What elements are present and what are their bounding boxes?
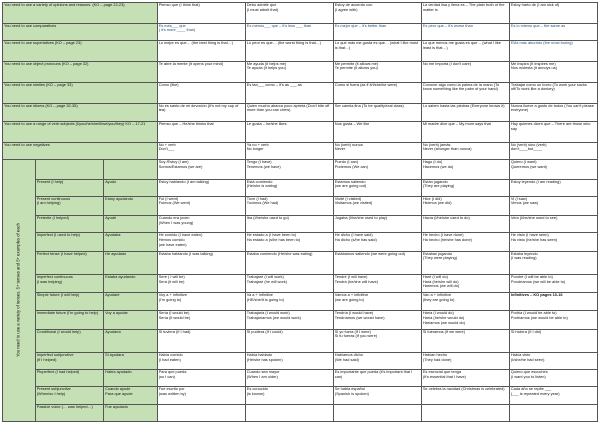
- tense-name: Imperfect continuous (I was helping): [35, 274, 103, 292]
- tense-example: Estoy ayudando: [104, 196, 158, 216]
- example-cell: Si tuviera (If I had): [157, 329, 245, 352]
- tense-name: Perfect tense (I have helped): [35, 251, 103, 274]
- example-cell: Podría (I would be able to) Podríamos (we would be able to): [509, 311, 597, 329]
- example-cell: Nunca llueve a gusto de todos (You can't please everyone): [509, 103, 597, 121]
- top-row: [3, 82, 598, 103]
- example-cell: Trabajar como un burro (To work your socks off/To work like a donkey): [509, 82, 597, 103]
- example-cell: Es mejor que – it's better than: [333, 23, 421, 40]
- tense-row: [3, 329, 598, 352]
- example-cell: Como si fuera (as if it/I/she/he were): [333, 82, 421, 103]
- tense-example: Había ayudado: [104, 370, 158, 387]
- tense-row: [3, 233, 598, 251]
- example-cell: Como (like): [157, 82, 245, 103]
- example-cell: Había comido (I had eaten): [157, 353, 245, 370]
- tense-example: Si ayudara: [104, 353, 158, 370]
- example-cell: Me permite (it allows me) Te permite (it allows you): [333, 61, 421, 82]
- example-cell: Tendré (I will have) Tendrá (he/she will have): [333, 274, 421, 292]
- tense-example: Fue ayudado: [104, 404, 158, 421]
- example-cell: Ya no + verb No longer: [245, 142, 333, 159]
- tense-row: [3, 387, 598, 404]
- example-cell: Si pudiera (If I could): [245, 329, 333, 352]
- tense-name: Imperfect subjunctive (If I helped): [35, 353, 103, 370]
- example-cell: Me inspira (It inspires me) Nos molesta (it annoys us): [509, 61, 597, 82]
- top-row: [3, 103, 598, 121]
- example-cell: Estaban jugando (They were playing): [421, 251, 509, 274]
- example-cell: Estoy hablando (I am talking): [157, 179, 245, 196]
- tense-example: He ayudado: [104, 251, 158, 274]
- example-cell: He hecho (I have done) Ha hecho (he/she has done): [421, 233, 509, 251]
- grammar-grid: [2, 2, 598, 422]
- requirement-label: You need to use negatives: [3, 142, 158, 159]
- example-cell: Cuando era joven (When I was young): [157, 216, 245, 233]
- example-cell: Tendría (I would have) Tendríamos (we would have): [333, 311, 421, 329]
- tense-name: Present continuous (I am helping): [35, 196, 103, 216]
- example-cell: Si hiciera (If I did): [509, 329, 597, 352]
- example-cell: Visité (I visited) Visitamos (we visited): [333, 196, 421, 216]
- example-cell: He dicho (I have said) Ha dicho (s/he has said): [333, 233, 421, 251]
- example-cell: Se habla español (Spanish is spoken): [333, 387, 421, 404]
- tense-sidebar: [3, 159, 36, 421]
- example-cell: [245, 404, 333, 421]
- example-cell: Es peor que – it's worse than: [421, 23, 509, 40]
- top-row: [3, 61, 598, 82]
- tense-example: Cuando ayude Para que ayude: [104, 387, 158, 404]
- example-cell: Hago (I do) Hacemos (we do): [421, 159, 509, 179]
- tense-name: Immediate future (I'm going to help): [35, 311, 103, 329]
- example-cell: Estaba leyendo (I was reading): [509, 251, 597, 274]
- example-cell: Sería (I would be) Sería (it would be): [157, 311, 245, 329]
- example-cell: Lo saben hasta las piedras (Everyone knows it): [421, 103, 509, 121]
- tense-row: [3, 404, 598, 421]
- example-cell: Te abre la mente (it opens your mind): [157, 61, 245, 82]
- tense-name: Passive voice (… was helped…): [35, 404, 103, 421]
- example-cell: Lo mejor es que… (the best thing is that…): [157, 41, 245, 62]
- example-cell: Es más___ que ( it's more ____ than): [157, 23, 245, 40]
- tense-example: Ayudaría: [104, 329, 158, 352]
- tense-sidebar-label: You need to use a variety of tenses. 5+ tenses and 5+ examples of each: [15, 223, 21, 358]
- tense-row: [3, 311, 598, 329]
- example-cell: Estábamos saliendo (we were going out): [333, 251, 421, 274]
- tense-name: Pluperfect (I had helped): [35, 370, 103, 387]
- example-cell: Habían hecho (They had done): [421, 353, 509, 370]
- example-cell: Tengo (I have) Tenemos (we have): [245, 159, 333, 179]
- example-cell: No me importa (I don't care): [421, 61, 509, 82]
- requirement-label: You need to use similes (KO – page 33): [3, 82, 158, 103]
- example-cell: Es importante que pueda (it's important that I can): [333, 370, 421, 387]
- tense-row: [3, 251, 598, 274]
- tense-example: Ayudo: [104, 179, 158, 196]
- top-row: [3, 121, 598, 142]
- example-cell: No (verb) jamás Never (stronger than nunca): [421, 142, 509, 159]
- requirement-label: You need to use comparatives: [3, 23, 158, 40]
- example-cell: [157, 404, 245, 421]
- example-cell: Quiero que escuches (I want you to listen): [509, 370, 597, 387]
- example-cell: Vi (I saw) Vimos (we saw): [509, 196, 597, 216]
- tense-example: Estaba ayudando: [104, 274, 158, 292]
- tense-row: [3, 216, 598, 233]
- tense-row: [3, 370, 598, 387]
- example-cell: Puedo (I can) Podemos (We can): [333, 159, 421, 179]
- example-cell: Es lo mismo que – the same as: [509, 23, 597, 40]
- example-cell: Veía (I/he/she used to see): [509, 216, 597, 233]
- example-cell: Había visto (I/she/he had seen): [509, 353, 597, 370]
- example-cell: Lo peor es que… (the worst thing is that…): [245, 41, 333, 62]
- top-row: [3, 3, 598, 24]
- tense-name: Preterite (I helped): [35, 216, 103, 233]
- example-cell: Vamos a + infinitive (we are going to): [333, 293, 421, 311]
- example-cell: Fue escrito por (was written by): [157, 387, 245, 404]
- example-cell: Haré (I will do) Hará (he/she will do) Haremos (we will do): [421, 274, 509, 292]
- example-cell: Me ayuda (it helps me) Te ayuda (it helps you): [245, 61, 333, 82]
- example-cell: Estoy de acuerdo con (I agree with): [333, 3, 421, 24]
- example-cell: Jugaba (I/he/she used to play): [333, 216, 421, 233]
- example-cell: Ser canela fina (To be quality/real class): [333, 103, 421, 121]
- example-cell: Es esencial que tenga (It's essential that I have): [421, 370, 509, 387]
- example-cell: Estoy leyendo (I am reading): [509, 179, 597, 196]
- example-cell: Tuve (I had) Tuvimos (We had): [245, 196, 333, 216]
- requirement-label: You need to use a variety of opinions and reasons. (KO – page 22-23): [3, 3, 158, 24]
- example-cell: Es conocido (is known): [245, 387, 333, 404]
- example-cell: Había hablado (He/she has spoken): [245, 353, 333, 370]
- example-cell: Estoy harto de (I am sick of): [509, 3, 597, 24]
- example-cell: Lo que más me gusta es que… (what I like most is that…): [333, 41, 421, 62]
- tense-name: Simple future (I will help): [35, 293, 103, 311]
- tense-name: Present (I help): [35, 179, 103, 196]
- tense-name: Conditional (I would help): [35, 329, 103, 352]
- example-cell: [421, 404, 509, 421]
- example-cell: Trabajaré (I will work) Trabajaré (he will work): [245, 274, 333, 292]
- example-cell: Para que pueda (so I can): [157, 370, 245, 387]
- example-cell: [509, 404, 597, 421]
- example-cell: No (verb) nunca Never: [333, 142, 421, 159]
- example-cell: No es santo de mi devoción (It's not my cup of tea): [157, 103, 245, 121]
- example-cell: Soy /Estoy (I am) Somos/Estamos (we are): [157, 159, 245, 179]
- example-cell: Haría (I would do) Haría (he/she would do) Haríamos (we would do): [421, 311, 509, 329]
- example-cell: Mi madre dice que – My mum says that: [421, 121, 509, 142]
- example-cell: Es tan___ como – it's as ___ as: [245, 82, 333, 103]
- example-cell: Va a + infinitive (HE/she/it is going to): [245, 293, 333, 311]
- example-cell: No + verb Don't___: [157, 142, 245, 159]
- example-cell: He estado a (I have been to) Ha estado a (s/he has been to): [245, 233, 333, 251]
- example-cell: Pondré (I will be able to) Pondríamos (we will be able to): [509, 274, 597, 292]
- example-cell: La verdad lisa y llena es – The plain truth of the matter is: [421, 3, 509, 24]
- example-cell: Quiero (I want) Queremos (we want): [509, 159, 597, 179]
- example-cell: Cada año se repite ___ (___ is repeated every year): [509, 387, 597, 404]
- example-cell: Lo que menos me gusta es que… (what I like least is that…): [421, 41, 509, 62]
- requirement-label: You need to use superlatives (KO – page 23): [3, 41, 158, 62]
- example-cell: Trabajaría (I would work) Trabajaríamos (we would work): [245, 311, 333, 329]
- top-row: [3, 142, 598, 159]
- example-cell: Van a + infinitive (they are going to): [421, 293, 509, 311]
- example-cell: Están jugando (They are playing): [421, 179, 509, 196]
- example-cell: Si fuéramos (If we were): [421, 329, 509, 352]
- tense-example: Ayudé: [104, 216, 158, 233]
- tense-name: Imperfect (I used to help): [35, 233, 103, 251]
- top-row: [3, 41, 598, 62]
- example-cell: Hacía (I/he/she used to do): [421, 216, 509, 233]
- example-cell: He visto (I have seen) Ha visto (he/she has seen): [509, 233, 597, 251]
- example-cell: Pienso que (I think that): [157, 3, 245, 24]
- example-cell: Iba (I/he/she used to go): [245, 216, 333, 233]
- example-cell: Cuando sea mayor (When I am older): [245, 370, 333, 387]
- example-cell: Le gusta – he/she likes: [245, 121, 333, 142]
- tense-row: [3, 274, 598, 292]
- example-cell: Seré ( I will be) Será (it will be): [157, 274, 245, 292]
- tense-row: [3, 293, 598, 311]
- example-cell: Debo admitir que (I must admit that): [245, 3, 333, 24]
- requirement-label: You need to use a range of verb subjects (I/you/he/she/it/we/you/they) KO – 17-21: [3, 121, 158, 142]
- tense-row: [3, 353, 598, 370]
- requirement-label: You need to use object pronouns (KO – page 32): [3, 61, 158, 82]
- tense-name: [35, 159, 103, 179]
- tense-example: [104, 159, 158, 179]
- example-cell: Estamos saliendo (we are going out): [333, 179, 421, 196]
- tense-example: Ayudaba: [104, 233, 158, 251]
- top-row: [3, 23, 598, 40]
- example-cell: Es menos___ que – it's less ___ than: [245, 23, 333, 40]
- example-cell: Si yo fuera (If I were) Si tú fueras (If you were): [333, 329, 421, 352]
- example-cell: Hice (I did) Hicimos (we did): [421, 196, 509, 216]
- example-cell: Habíamos dicho (We had said): [333, 353, 421, 370]
- example-cell: [333, 404, 421, 421]
- tense-row: [3, 159, 598, 179]
- tense-example: Ayudaré: [104, 293, 158, 311]
- example-cell: Infinitives – KO pages 10-16: [509, 293, 597, 311]
- requirement-label: You need to use idioms (KO – page 32-35): [3, 103, 158, 121]
- example-cell: Fui (I went) Fuimos (We went): [157, 196, 245, 216]
- tense-example: Voy a ayudar: [104, 311, 158, 329]
- tense-name: Present subjunctive (When/so I help): [35, 387, 103, 404]
- example-cell: Pienso que – He/she thinks that: [157, 121, 245, 142]
- example-cell: Está comiendo (He/she is eating): [245, 179, 333, 196]
- example-cell: Nos gusta – We like: [333, 121, 421, 142]
- example-cell: Voy a + infinitive (I'm going to): [157, 293, 245, 311]
- example-cell: Conocer algo como la palma de la mano (To know something like the palm of your hand): [421, 82, 509, 103]
- tense-row: [3, 179, 598, 196]
- example-cell: Se celebra la navidad (Christmas is celebrated): [421, 387, 509, 404]
- tense-row: [3, 196, 598, 216]
- example-cell: No (verb) sino (verb) don't____but____: [509, 142, 597, 159]
- example-cell: Hay quienes dicen que – There are those who say: [509, 121, 597, 142]
- example-cell: Estaba comiendo (He/she was eating): [245, 251, 333, 274]
- example-cell: Estaba hablando (I was talking): [157, 251, 245, 274]
- example-cell: He comido (I have eaten) Hemos comido (we have eaten): [157, 233, 245, 251]
- example-cell: El/la más aburrido (the most boring): [509, 41, 597, 62]
- example-cell: Quien mucho abarca poco aprieta (Don't bite off more than you can chew): [245, 103, 333, 121]
